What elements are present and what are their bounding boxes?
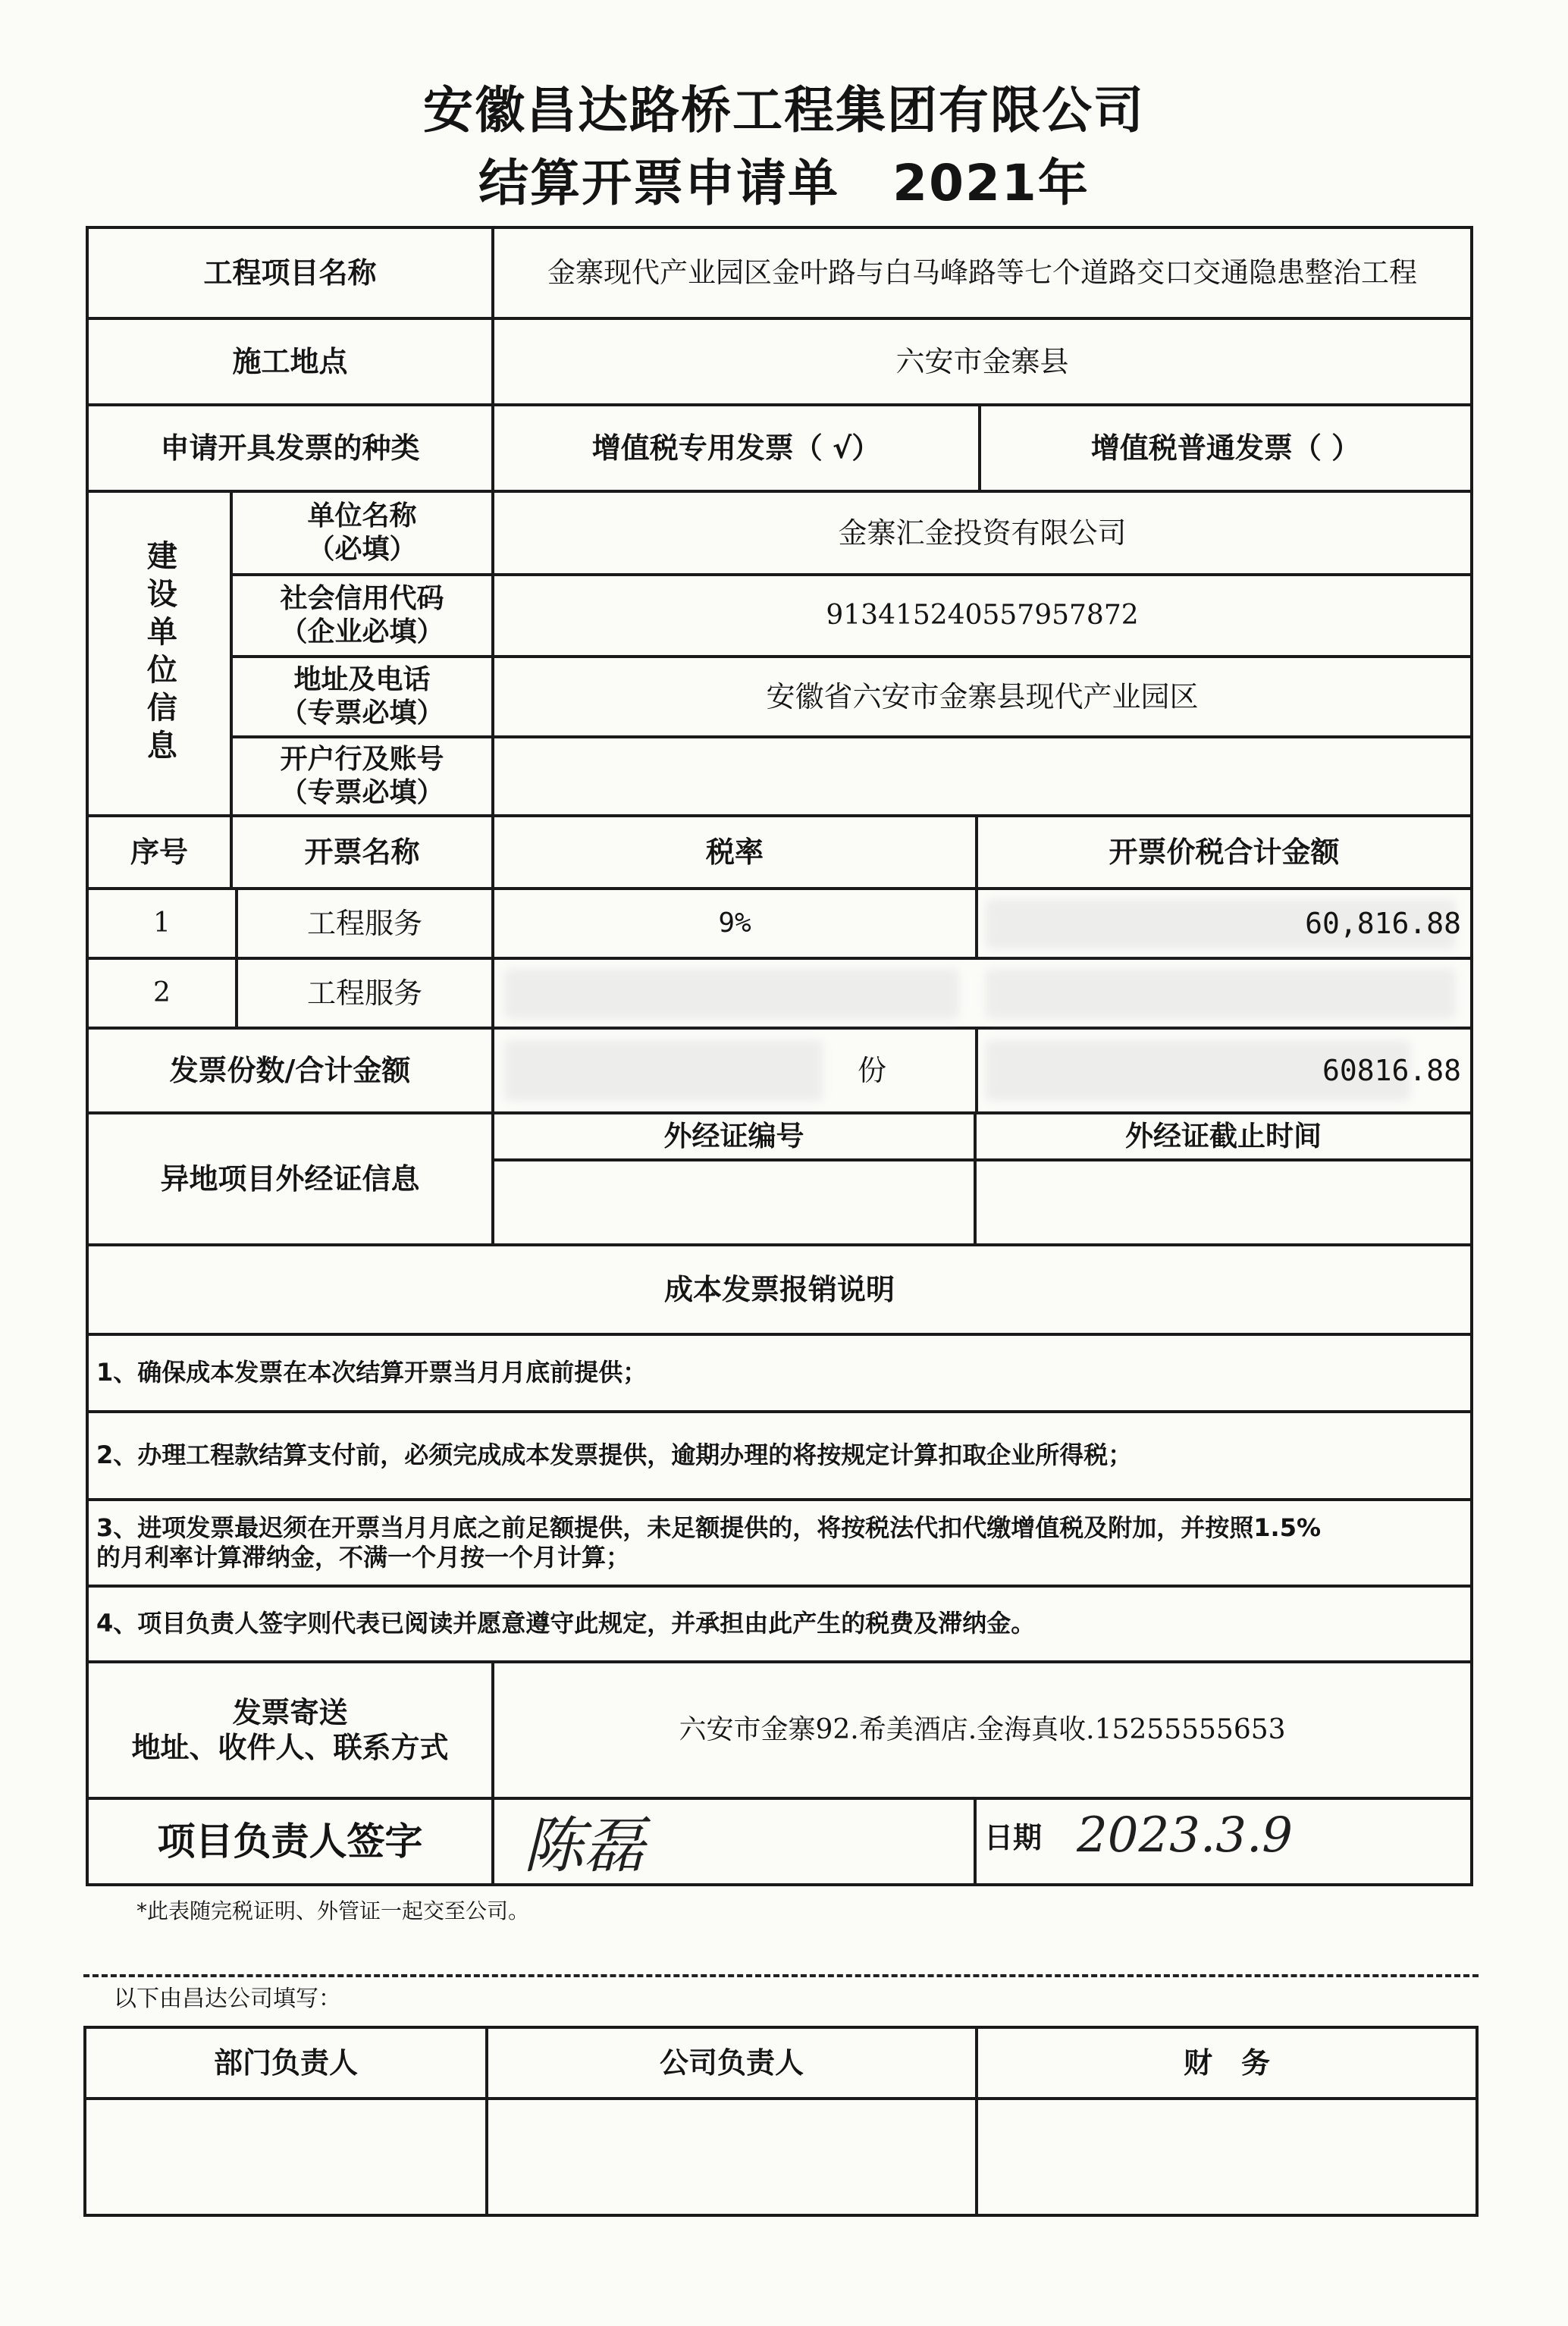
- project-name-label: 工程项目名称: [203, 255, 377, 290]
- form-title-text: 结算开票申请单: [478, 154, 840, 212]
- item-name: 工程服务: [306, 906, 422, 940]
- builder-credit-code: 913415240557957872: [826, 600, 1139, 632]
- builder-info-label: 建设单位信息: [142, 540, 177, 767]
- dept-head-header: 部门负责人: [213, 2045, 358, 2080]
- builder-row-label: [233, 576, 491, 655]
- builder-row-label: [233, 493, 491, 573]
- builder-label-sub: （必填）: [307, 534, 417, 565]
- item-no: 1: [153, 908, 171, 939]
- offsite-cert-expiry-header: 外经证截止时间: [1125, 1120, 1322, 1153]
- mailing-label-line: 发票寄送: [232, 1695, 348, 1729]
- item-rate: 9%: [718, 908, 751, 939]
- builder-label-sub: （企业必填）: [280, 616, 444, 647]
- builder-label-main: 社会信用代码: [280, 583, 444, 615]
- builder-row-label: [233, 738, 491, 814]
- invoice-type-special: 增值税专用发票（ √）: [591, 431, 881, 465]
- company-head-header: 公司负责人: [659, 2045, 804, 2080]
- item-amount: [978, 960, 1470, 1027]
- signature-handwriting: 陈磊: [523, 1810, 644, 1881]
- form-year: 2021年: [892, 154, 1090, 212]
- builder-label-main: 单位名称: [307, 500, 417, 532]
- builder-label-sub: （专票必填）: [280, 697, 444, 729]
- note-item: 4、项目负责人签字则代表已阅读并愿意遵守此规定，并承担由此产生的税费及滞纳金。: [96, 1609, 1036, 1638]
- builder-row-label: [233, 658, 491, 735]
- form-title: [0, 143, 1568, 215]
- mailing-value: 六安市金寨92.希美酒店.金海真收.15255555653: [679, 1714, 1286, 1746]
- date-label: 日期: [984, 1820, 1043, 1854]
- builder-bank-account: [494, 738, 1470, 814]
- finance-header: 财 务: [1183, 2045, 1270, 2080]
- site-value: 六安市金寨县: [895, 344, 1069, 378]
- builder-company-name: 金寨汇金投资有限公司: [838, 516, 1127, 550]
- cut-line: [83, 1974, 1479, 1977]
- site-label: 施工地点: [232, 344, 348, 378]
- totals-count-unit: 份: [857, 1053, 886, 1087]
- notes-title: 成本发票报销说明: [663, 1272, 895, 1306]
- items-header-amount: 开票价税合计金额: [1109, 835, 1340, 869]
- offsite-label: 异地项目外经证信息: [160, 1161, 420, 1196]
- item-rate: [494, 960, 975, 1027]
- company-fill-caption: 以下由昌达公司填写：: [114, 1985, 341, 2012]
- items-header-no: 序号: [130, 835, 188, 869]
- item-amount: 60,816.88: [1305, 906, 1461, 940]
- totals-label: 发票份数/合计金额: [169, 1053, 411, 1087]
- invoice-type-ordinary: 增值税普通发票（ ）: [1090, 431, 1361, 465]
- company-title: 安徽昌达路桥工程集团有限公司: [423, 81, 1145, 139]
- builder-label-sub: （专票必填）: [280, 777, 444, 808]
- item-no: 2: [153, 977, 171, 1009]
- footnote: *此表随完税证明、外管证一起交至公司。: [136, 1898, 530, 1923]
- builder-label-main: 地址及电话: [293, 664, 431, 696]
- invoice-type-label: 申请开具发票的种类: [160, 431, 420, 465]
- project-name-value: 金寨现代产业园区金叶路与白马峰路等七个道路交口交通隐患整治工程: [547, 256, 1417, 290]
- mailing-label-line: 地址、收件人、联系方式: [131, 1731, 449, 1764]
- totals-amount: 60816.88: [1322, 1053, 1461, 1087]
- builder-address: 安徽省六安市金寨县现代产业园区: [766, 679, 1199, 713]
- note-item: 2、办理工程款结算支付前，必须完成成本发票提供，逾期办理的将按规定计算扣取企业所得税；: [96, 1440, 1133, 1470]
- signature-label: 项目负责人签字: [157, 1819, 423, 1864]
- note-item: 1、确保成本发票在本次结算开票当月月底前提供；: [96, 1358, 648, 1387]
- date-handwriting: 2023.3.9: [1077, 1807, 1293, 1864]
- offsite-cert-number-header: 外经证编号: [663, 1120, 804, 1153]
- mailing-label: [89, 1663, 491, 1797]
- note-item: [89, 1501, 1470, 1585]
- note-line: 3、进项发票最迟须在开票当月月底之前足额提供，未足额提供的，将按税法代扣代缴增值税及附加，并按照1.5%: [96, 1513, 1322, 1542]
- note-line: 的月利率计算滞纳金，不满一个月按一个月计算；: [96, 1543, 631, 1572]
- builder-label-main: 开户行及账号: [280, 744, 444, 776]
- items-header-rate: 税率: [705, 835, 764, 869]
- item-name: 工程服务: [306, 976, 422, 1010]
- items-header-name: 开票名称: [304, 835, 420, 869]
